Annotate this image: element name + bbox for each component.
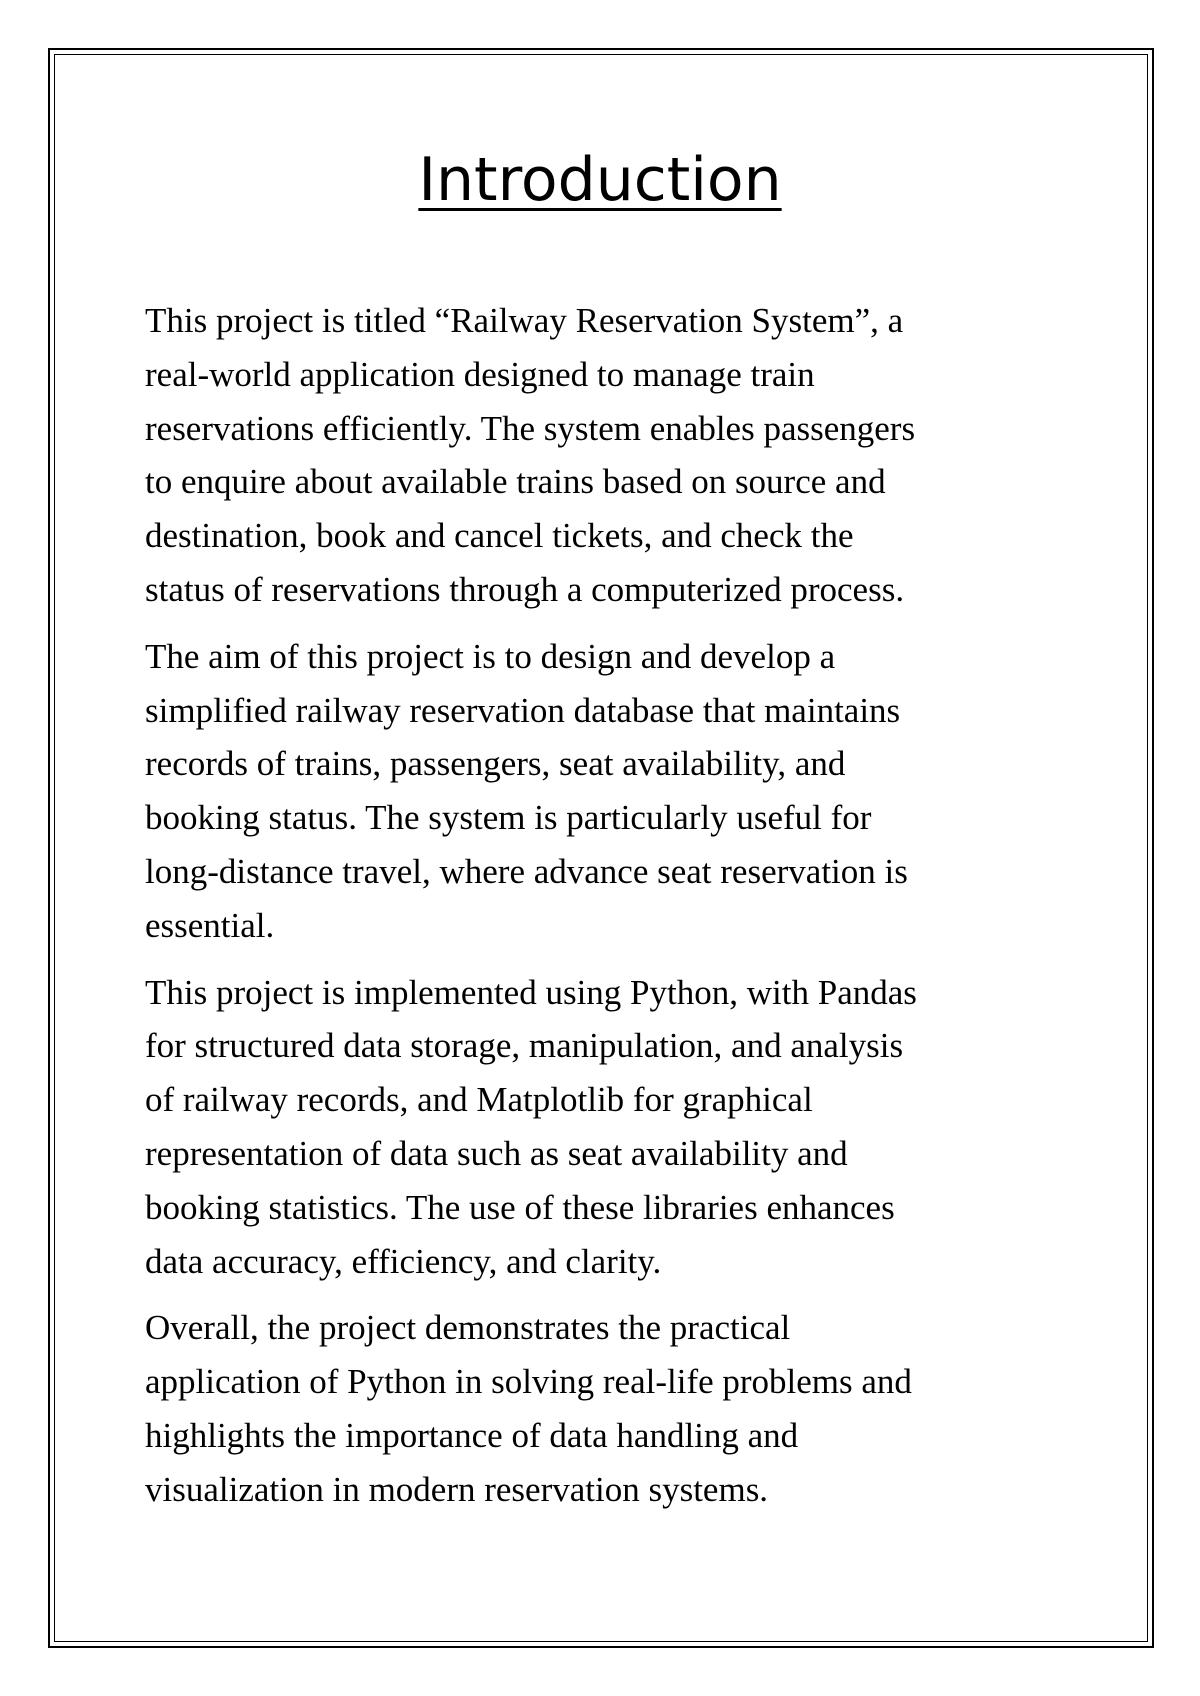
- page-title-container: [0, 140, 1200, 220]
- text-line: This project is titled “Railway Reservation System”, a: [145, 301, 904, 340]
- text-line: visualization in modern reservation systems.: [145, 1469, 769, 1509]
- text-line: records of trains, passengers, seat availability, and: [145, 744, 846, 784]
- paragraph-1: [145, 294, 1065, 617]
- text-line: essential.: [145, 905, 275, 945]
- text-line: The aim of this project is to design and develop a: [145, 636, 836, 676]
- text-line: application of Python in solving real-life problems and: [145, 1362, 912, 1402]
- text-line: for structured data storage, manipulation, and analysis: [145, 1026, 904, 1066]
- text-line: booking statistics. The use of these libraries enhances: [145, 1187, 895, 1227]
- text-line: of railway records, and Matplotlib for graphical: [145, 1080, 813, 1120]
- text-line: long-distance travel, where advance seat reservation is: [145, 851, 908, 891]
- text-line: This project is implemented using Python, with Pandas: [145, 972, 917, 1012]
- text-line: real-world application designed to manage train: [145, 354, 815, 394]
- text-line: representation of data such as seat availability and: [145, 1133, 848, 1173]
- text-line: booking status. The system is particularly useful for: [145, 798, 872, 838]
- text-line: Overall, the project demonstrates the practical: [145, 1308, 791, 1348]
- text-line: destination, book and cancel tickets, and check the: [145, 516, 854, 556]
- body-text: [145, 294, 1065, 1530]
- paragraph-3: [145, 966, 1065, 1289]
- text-line: reservations efficiently. The system enables passengers: [145, 408, 916, 448]
- text-line: to enquire about available trains based on source and: [145, 462, 886, 502]
- text-line: simplified railway reservation database that maintains: [145, 690, 901, 730]
- paragraph-2: [145, 630, 1065, 953]
- page-title: Introduction: [418, 145, 782, 215]
- paragraph-4: [145, 1301, 1065, 1516]
- text-line: data accuracy, efficiency, and clarity.: [145, 1241, 662, 1281]
- text-line: highlights the importance of data handling and: [145, 1415, 799, 1455]
- text-line: status of reservations through a computerized process.: [145, 569, 905, 609]
